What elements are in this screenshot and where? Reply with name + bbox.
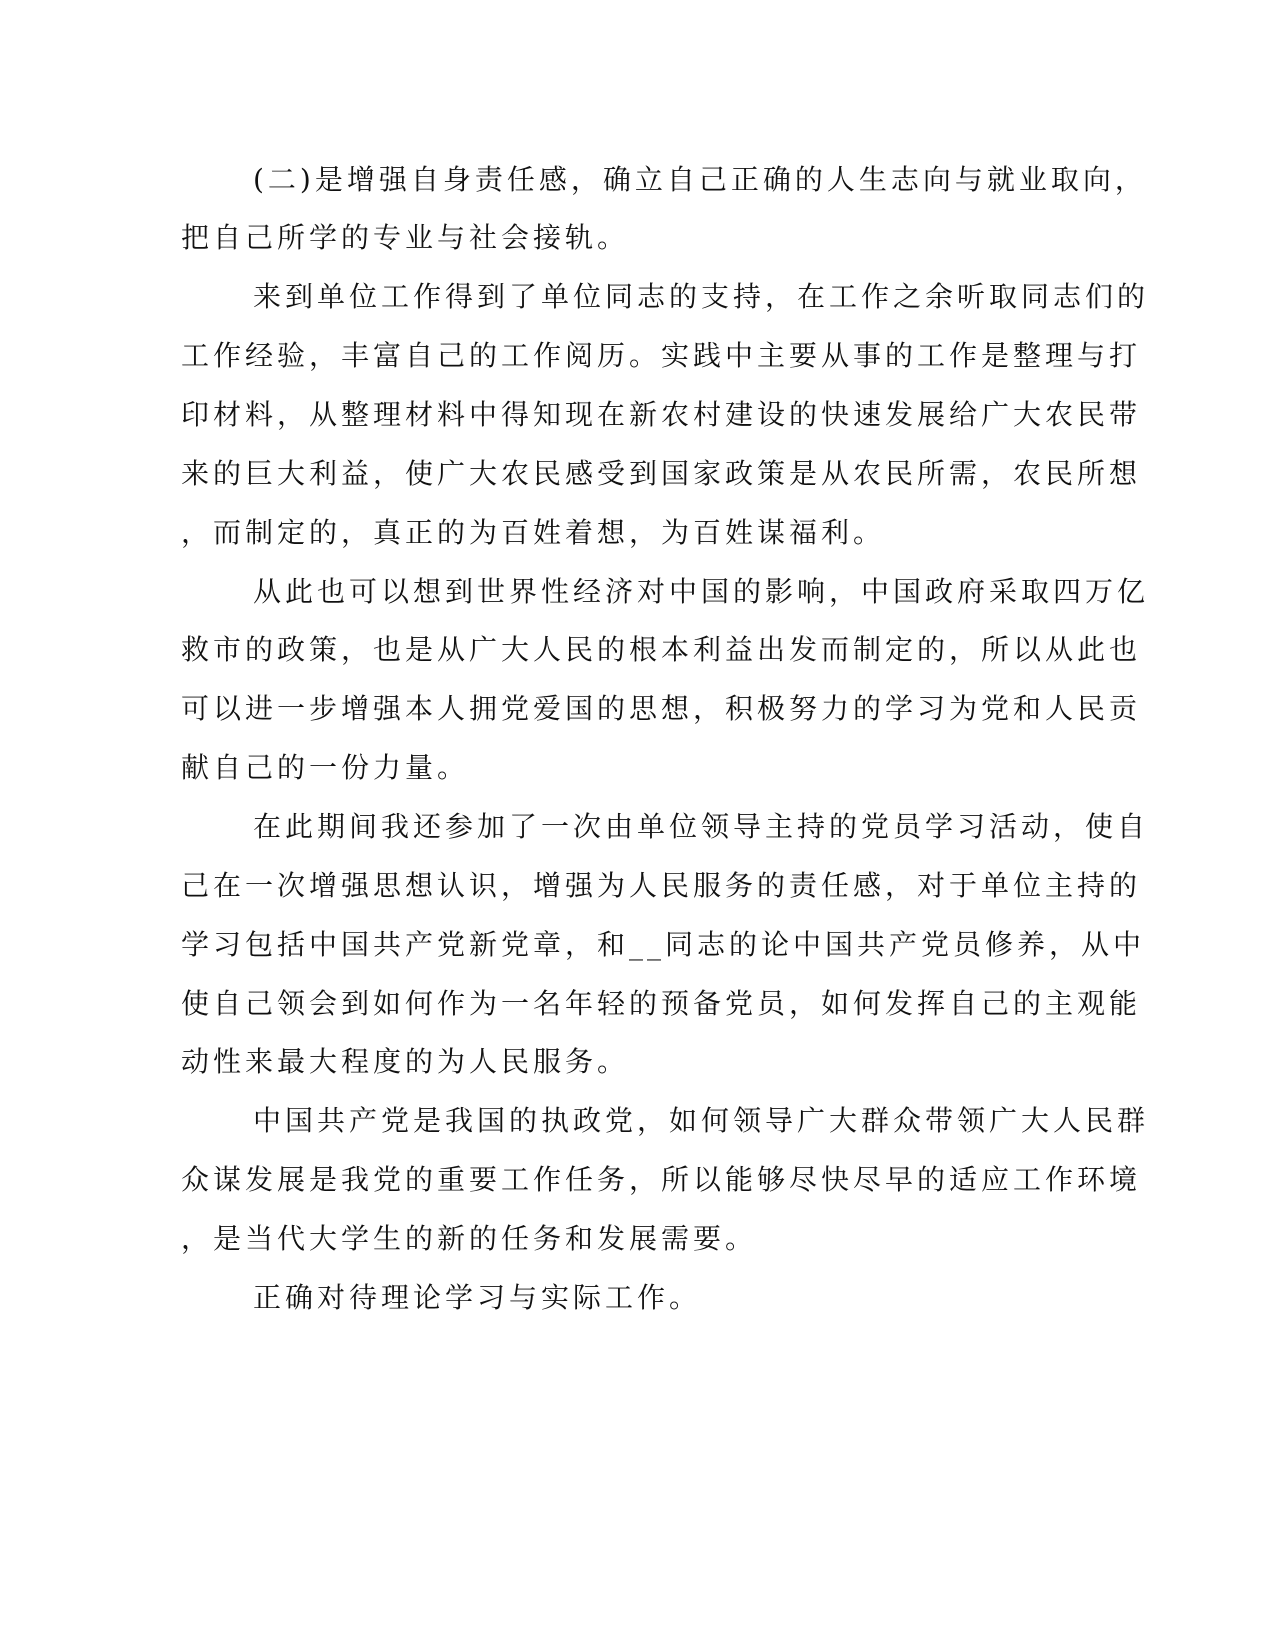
text-line: 来到单位工作得到了单位同志的支持，在工作之余听取同志们的 — [253, 280, 1150, 313]
text-line: 来的巨大利益，使广大农民感受到国家政策是从农民所需，农民所想 — [181, 457, 1142, 490]
text-line: ，而制定的，真正的为百姓着想，为百姓谋福利。 — [181, 516, 886, 549]
text-line: 正确对待理论学习与实际工作。 — [253, 1281, 702, 1314]
text-line: 使自己领会到如何作为一名年轻的预备党员，如何发挥自己的主观能 — [181, 987, 1142, 1020]
text-line: 献自己的一份力量。 — [181, 751, 470, 784]
text-line: 从此也可以想到世界性经济对中国的影响，中国政府采取四万亿 — [253, 575, 1150, 608]
text-line: 在此期间我还参加了一次由单位领导主持的党员学习活动，使自 — [253, 810, 1150, 843]
text-line: 救市的政策，也是从广大人民的根本利益出发而制定的，所以从此也 — [181, 633, 1142, 666]
text-line: ，是当代大学生的新的任务和发展需要。 — [181, 1222, 758, 1255]
text-line: (二)是增强自身责任感，确立自己正确的人生志向与就业取向， — [253, 163, 1147, 196]
text-line: 中国共产党是我国的执政党，如何领导广大群众带领广大人民群 — [253, 1104, 1150, 1137]
text-line: 可以进一步增强本人拥党爱国的思想，积极努力的学习为党和人民贡 — [181, 692, 1142, 725]
text-line: 动性来最大程度的为人民服务。 — [181, 1045, 630, 1078]
text-line: 众谋发展是我党的重要工作任务，所以能够尽快尽早的适应工作环境 — [181, 1163, 1142, 1196]
text-line: 印材料，从整理材料中得知现在新农村建设的快速发展给广大农民带 — [181, 398, 1142, 431]
text-line: 学习包括中国共产党新党章，和__同志的论中国共产党员修养，从中 — [181, 928, 1146, 961]
text-line: 工作经验，丰富自己的工作阅历。实践中主要从事的工作是整理与打 — [181, 339, 1142, 372]
text-line: 把自己所学的专业与社会接轨。 — [181, 221, 630, 254]
text-line: 己在一次增强思想认识，增强为人民服务的责任感，对于单位主持的 — [181, 869, 1142, 902]
